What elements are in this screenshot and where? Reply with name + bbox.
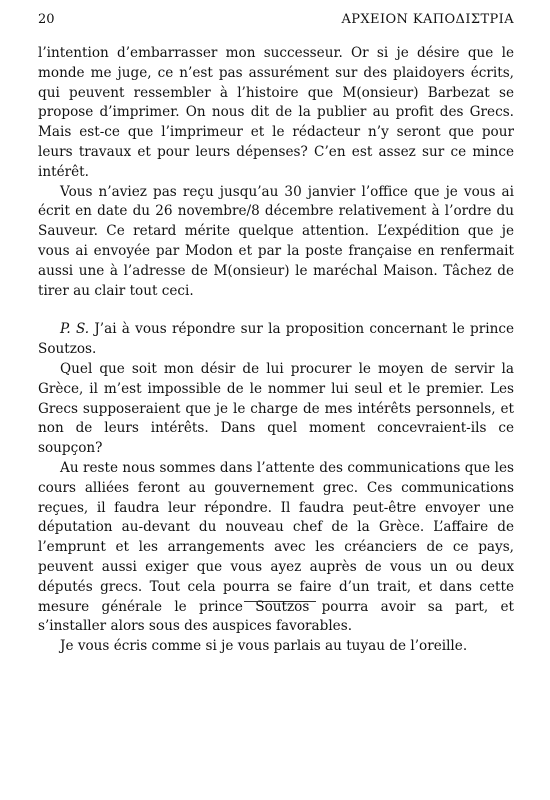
postscript-text: J’ai à vous répondre sur la proposition concernant le prince Soutzos. — [38, 321, 514, 358]
letter-body — [38, 44, 514, 657]
paragraph-soutzos: Quel que soit mon désir de lui procurer le moyen de servir la Grèce, il m’est impossible de le nommer lui seul et le premier. Les Grecs supposeraient que je le charge de mes intérêts personnels, et non de leurs intérêts. Dans quel moment concevraient-ils ce soupçon? — [38, 360, 514, 457]
page — [38, 12, 514, 657]
running-title: ΑΡΧΕΙΟΝ ΚΑΠΟΔΙΣΤΡΙΑ — [341, 12, 514, 27]
page-number: 20 — [38, 12, 55, 27]
end-rule — [244, 601, 316, 602]
paragraph-closing: Je vous écris comme si je vous parlais au tuyau de l’oreille. — [60, 638, 468, 655]
paragraph-sauveur: Vous n’aviez pas reçu jusqu’au 30 janvier l’office que je vous ai écrit en date du 26 novembre/8 décembre relativement à l’ordre du Sauveur. Ce retard mérite quelque attention. L’expédition que je vous ai envoyée par Modon et par la poste française en renfermait aussi une à l’adresse de M(onsieur) le maréchal Maison. Tâchez de tirer au clair tout ceci. — [38, 183, 514, 299]
paragraph-continuation: l’intention d’embarrasser mon successeur. Or si je désire que le monde me juge, ce n’est pas assurément sur des plaidoyers écrits, qui peuvent ressembler à l’histoire que M(onsieur) Barbezat se propose d’imprimer. On nous dit de la publier au profit des Grecs. Mais est-ce que l’imprimeur et le rédacteur n’y seront que pour leurs travaux et pour leurs dépenses? C’en est assez sur ce mince intérêt. — [38, 45, 514, 180]
paragraph-communications: Au reste nous sommes dans l’attente des communications que les cours alliées feront au gouvernement grec. Ces communications reçues, il faudra leur répondre. Il faudra peut-être envoyer une députation au-devant du nouveau chef de la Grèce. L’affaire de l’emprunt et les arrangements avec les créanciers de ce pays, peuvent aussi exiger que vous ayez auprès de vous un ou deux députés grecs. Tout cela pourra se faire d’un trait, et dans cette mesure générale le prince Soutzos pourra avoir sa part, et s’installer alors sous des auspices favorables. — [38, 459, 514, 635]
postscript-paragraph — [38, 320, 514, 360]
postscript-label: P. S. — [60, 321, 90, 338]
running-header — [38, 12, 514, 28]
